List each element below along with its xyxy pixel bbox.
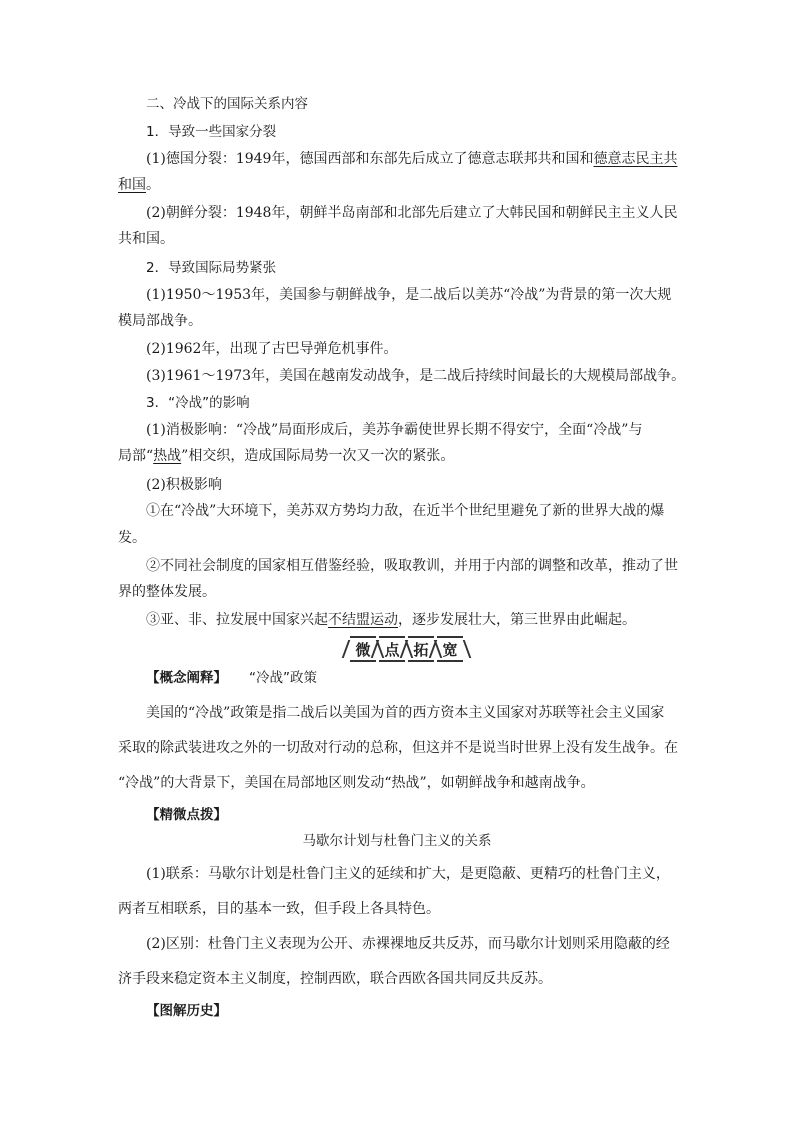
- text: ③亚、非、拉发展中国家兴起: [146, 612, 328, 628]
- banner-char: 拓: [408, 636, 434, 662]
- concept-title: “冷战”政策: [249, 670, 317, 686]
- text: ”相交织，造成国际局势一次又一次的紧张。: [181, 448, 455, 464]
- banner-char: 微: [350, 636, 376, 662]
- sub3-heading: 3．“冷战”的影响: [146, 395, 250, 411]
- sub2-p2: (2)1962年，出现了古巴导弹危机事件。: [146, 341, 398, 357]
- insight-p2-line2: 济手段来稳定资本主义制度，控制西欧，联合西欧各国共同反共反苏。: [118, 971, 552, 987]
- section-banner: [350, 636, 466, 662]
- sub2-p1-line1: (1)1950～1953年，美国参与朝鲜战争，是二战后以美苏“冷战”为背景的第一次大规: [146, 287, 672, 303]
- concept-label: 【概念阐释】: [146, 670, 227, 686]
- banner-char: 点: [379, 636, 405, 662]
- sub3-pos1-line2: 发。: [118, 530, 146, 546]
- sub2-heading: 2．导致国际局势紧张: [146, 260, 277, 276]
- text: 。: [146, 177, 160, 193]
- sub3-neg-line2: [118, 446, 454, 466]
- sub3-pos-heading: (2)积极影响: [146, 477, 222, 493]
- concept-heading: [146, 668, 317, 688]
- sub1-p1-line2: [118, 175, 160, 195]
- underlined-term: 德意志民主共: [593, 151, 678, 167]
- sub2-p1-line2: 模局部战争。: [118, 313, 202, 329]
- banner-char: 宽: [437, 636, 463, 662]
- concept-line1: 美国的“冷战”政策是指二战后以美国为首的西方资本主义国家对苏联等社会主义国家: [146, 705, 665, 721]
- underlined-term: 和国: [118, 177, 146, 193]
- sub3-neg-line1: (1)消极影响：“冷战”局面形成后，美苏争霸使世界长期不得安宁，全面“冷战”与: [146, 422, 643, 438]
- underlined-term: 不结盟运动: [328, 612, 398, 628]
- sub3-pos2-line2: 界的整体发展。: [118, 584, 216, 600]
- sub3-pos3: [146, 610, 636, 630]
- text: 局部“: [118, 448, 154, 464]
- sub1-p2-line2: 共和国。: [118, 231, 174, 247]
- section-title: 二、冷战下的国际关系内容: [146, 96, 308, 112]
- text: ，逐步发展壮大，第三世界由此崛起。: [398, 612, 636, 628]
- insight-label: 【精微点拨】: [146, 807, 227, 823]
- insight-title: 马歇尔计划与杜鲁门主义的关系: [302, 833, 492, 849]
- underlined-term: 热战: [153, 448, 182, 464]
- sub1-p2-line1: (2)朝鲜分裂：1948年，朝鲜半岛南部和北部先后建立了大韩民国和朝鲜民主主义人民: [146, 205, 678, 221]
- sub1-p1-line1: [146, 149, 677, 169]
- insight-p2-line1: (2)区别：杜鲁门主义表现为公开、赤裸裸地反共反苏，而马歇尔计划则采用隐蔽的经: [146, 936, 670, 952]
- sub1-heading: 1．导致一些国家分裂: [146, 124, 277, 140]
- sub2-p3: (3)1961～1973年，美国在越南发动战争，是二战后持续时间最长的大规模局部战争。: [146, 368, 686, 384]
- insight-p1-line1: (1)联系：马歇尔计划是杜鲁门主义的延续和扩大，是更隐蔽、更精巧的杜鲁门主义，: [146, 866, 670, 882]
- concept-line2: 采取的除武装进攻之外的一切敌对行动的总称，但这并不是说当时世界上没有发生战争。在: [118, 740, 678, 756]
- text: (1)德国分裂：1949年，德国西部和东部先后成立了德意志联邦共和国和: [146, 151, 594, 167]
- diagram-label: 【图解历史】: [146, 1003, 227, 1019]
- insight-p1-line2: 两者互相联系，目的基本一致，但手段上各具特色。: [118, 901, 440, 917]
- sub3-pos2-line1: ②不同社会制度的国家相互借鉴经验，吸取教训，并用于内部的调整和改革，推动了世: [146, 558, 678, 574]
- sub3-pos1-line1: ①在“冷战”大环境下，美苏双方势均力敌，在近半个世纪里避免了新的世界大战的爆: [146, 503, 665, 519]
- concept-line3: “冷战”的大背景下，美国在局部地区则发动“热战”，如朝鲜战争和越南战争。: [118, 775, 595, 791]
